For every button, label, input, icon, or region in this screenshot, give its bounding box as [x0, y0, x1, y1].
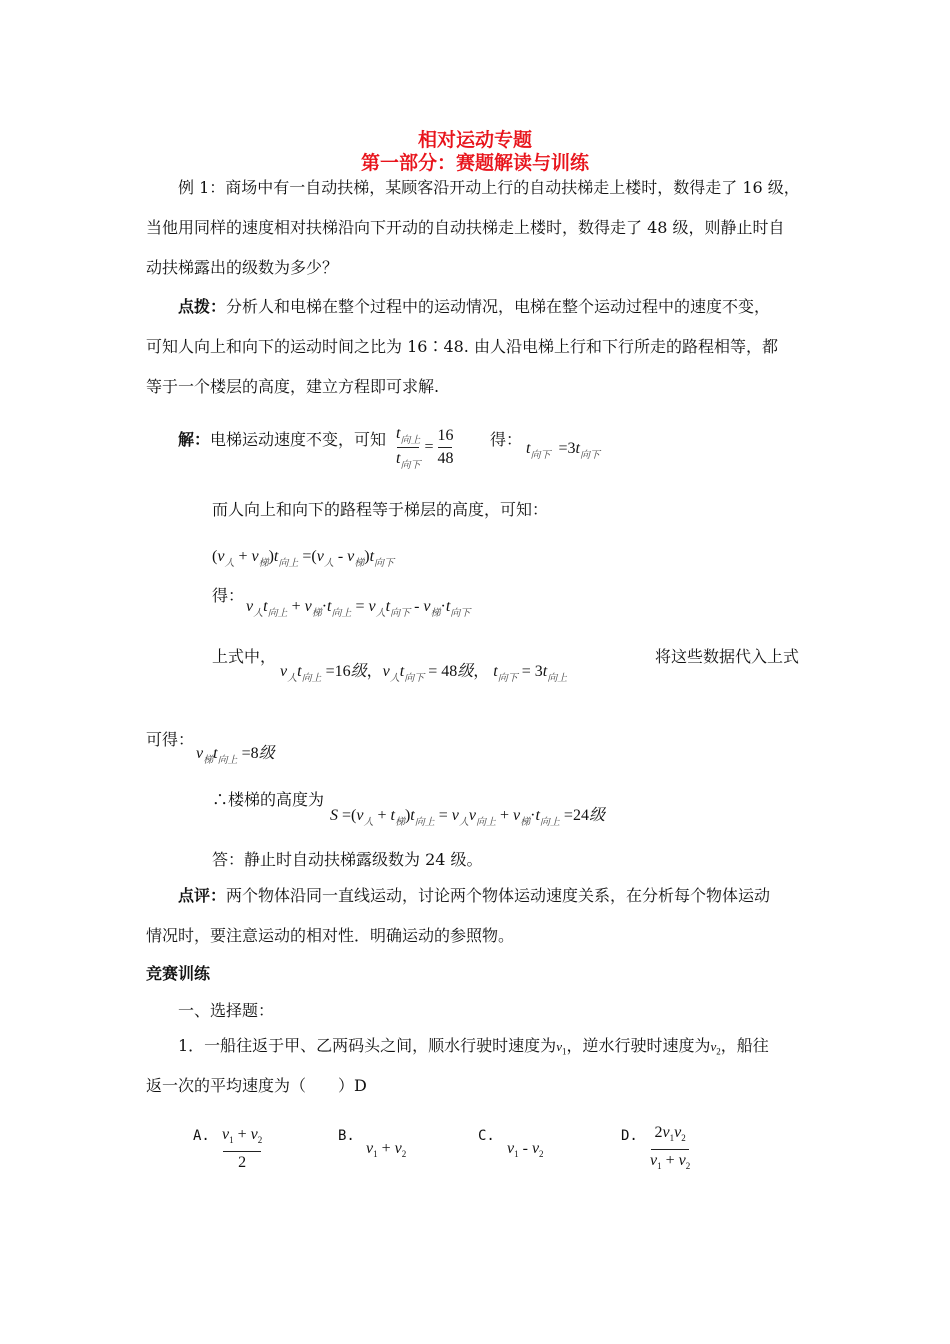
equation-result: $v_梯t_{向上} =8$级	[196, 745, 275, 766]
de-label-2: 得：	[212, 586, 245, 605]
hint-line-1	[178, 297, 770, 317]
comment-label: 点评：	[178, 886, 227, 905]
section-heading: 一、选择题：	[178, 1001, 275, 1020]
solution-intro-text: 电梯运动速度不变，可知	[210, 430, 387, 449]
example-line-1: 例 1：商场中有一自动扶梯，某顾客沿开动上行的自动扶梯走上楼时，数得走了 16 级，	[178, 178, 800, 197]
page-title: 相对运动专题	[417, 129, 532, 151]
keyi-label: 可得：	[146, 730, 195, 749]
answer-text: 答：静止时自动扶梯露级数为 24 级。	[212, 850, 483, 869]
equation-expanded: $v_人t_{向上} + v_梯\cdot t_{向上} = v_人t_{向下} - v_梯\cdot t_{向下}$	[246, 598, 471, 619]
training-heading: 竞赛训练	[146, 964, 211, 983]
hint-line-3: 等于一个楼层的高度，建立方程即可求解.	[146, 377, 440, 396]
path-equal-text: 而人向上和向下的路程等于梯层的高度，可知：	[212, 500, 549, 519]
equation-path: $(v_人 + v_梯)t_{向上} =(v_人 - v_梯)t_{向下}$	[212, 548, 395, 569]
de-label: 得：	[490, 430, 523, 449]
solution-intro	[178, 430, 386, 450]
option-c-formula: $v_1 - v_2$	[507, 1140, 544, 1160]
page-subtitle: 第一部分：赛题解读与训练	[360, 152, 589, 174]
equation-values: $v_人t_{向上} =16$级，$v_人t_{向下} = 48$级， $t_{向下} = 3t_{向上}$	[280, 663, 568, 684]
substitute-text: 将这些数据代入上式	[655, 647, 800, 666]
example-line-2: 当他用同样的速度相对扶梯沿向下开动的自动扶梯走上楼时，数得走了 48 级，则静止时自	[146, 218, 785, 237]
equation-height: $S =(v_人 + t_梯)t_{向上} = v_人v_{向上} + v_梯\cdot t_{向上} =24$级	[330, 807, 605, 828]
option-a-formula: $\frac{v_1 + v_2}{2}$	[222, 1126, 263, 1172]
option-d-label: D.	[621, 1128, 638, 1144]
option-c-label: C.	[478, 1128, 495, 1144]
hint-line-2: 可知人向上和向下的运动时间之比为 16∶48. 由人沿电梯上行和下行所走的路程相等，都	[146, 337, 778, 356]
question-1-line-2: 返一次的平均速度为（ ）D	[146, 1076, 367, 1095]
comment-text-1: 两个物体沿同一直线运动，讨论两个物体运动速度关系，在分析每个物体运动	[226, 886, 771, 905]
solution-label: 解：	[178, 430, 211, 449]
time-ratio-fraction: $\frac{t_{向上}}{t_{向下}}$ = $\frac{16}{48}$	[396, 425, 454, 471]
hint-text-1: 分析人和电梯在整个过程中的运动情况，电梯在整个运动过程中的速度不变，	[226, 297, 771, 316]
comment-line-2: 情况时，要注意运动的相对性．明确运动的参照物。	[146, 926, 515, 945]
option-a-label: A.	[193, 1128, 210, 1144]
hint-label: 点拨：	[178, 297, 227, 316]
height-text: ∴楼梯的高度为	[212, 790, 325, 809]
option-b-label: B.	[338, 1128, 355, 1144]
option-d-formula: $\frac{2v_1v_2}{v_1 + v_2}$	[650, 1124, 691, 1172]
example-line-3: 动扶梯露出的级数为多少？	[146, 258, 339, 277]
comment-line-1	[178, 886, 770, 906]
option-b-formula: $v_1 + v_2$	[366, 1140, 407, 1160]
in-formula-label: 上式中，	[212, 647, 277, 666]
question-1-line-1: 1．一船往返于甲、乙两码头之间，顺水行驶时速度为$v_1$，逆水行驶时速度为$v_2$，船往	[178, 1036, 769, 1057]
equation-time-relation: $t_{向下} =3t_{向下}$	[526, 440, 600, 461]
